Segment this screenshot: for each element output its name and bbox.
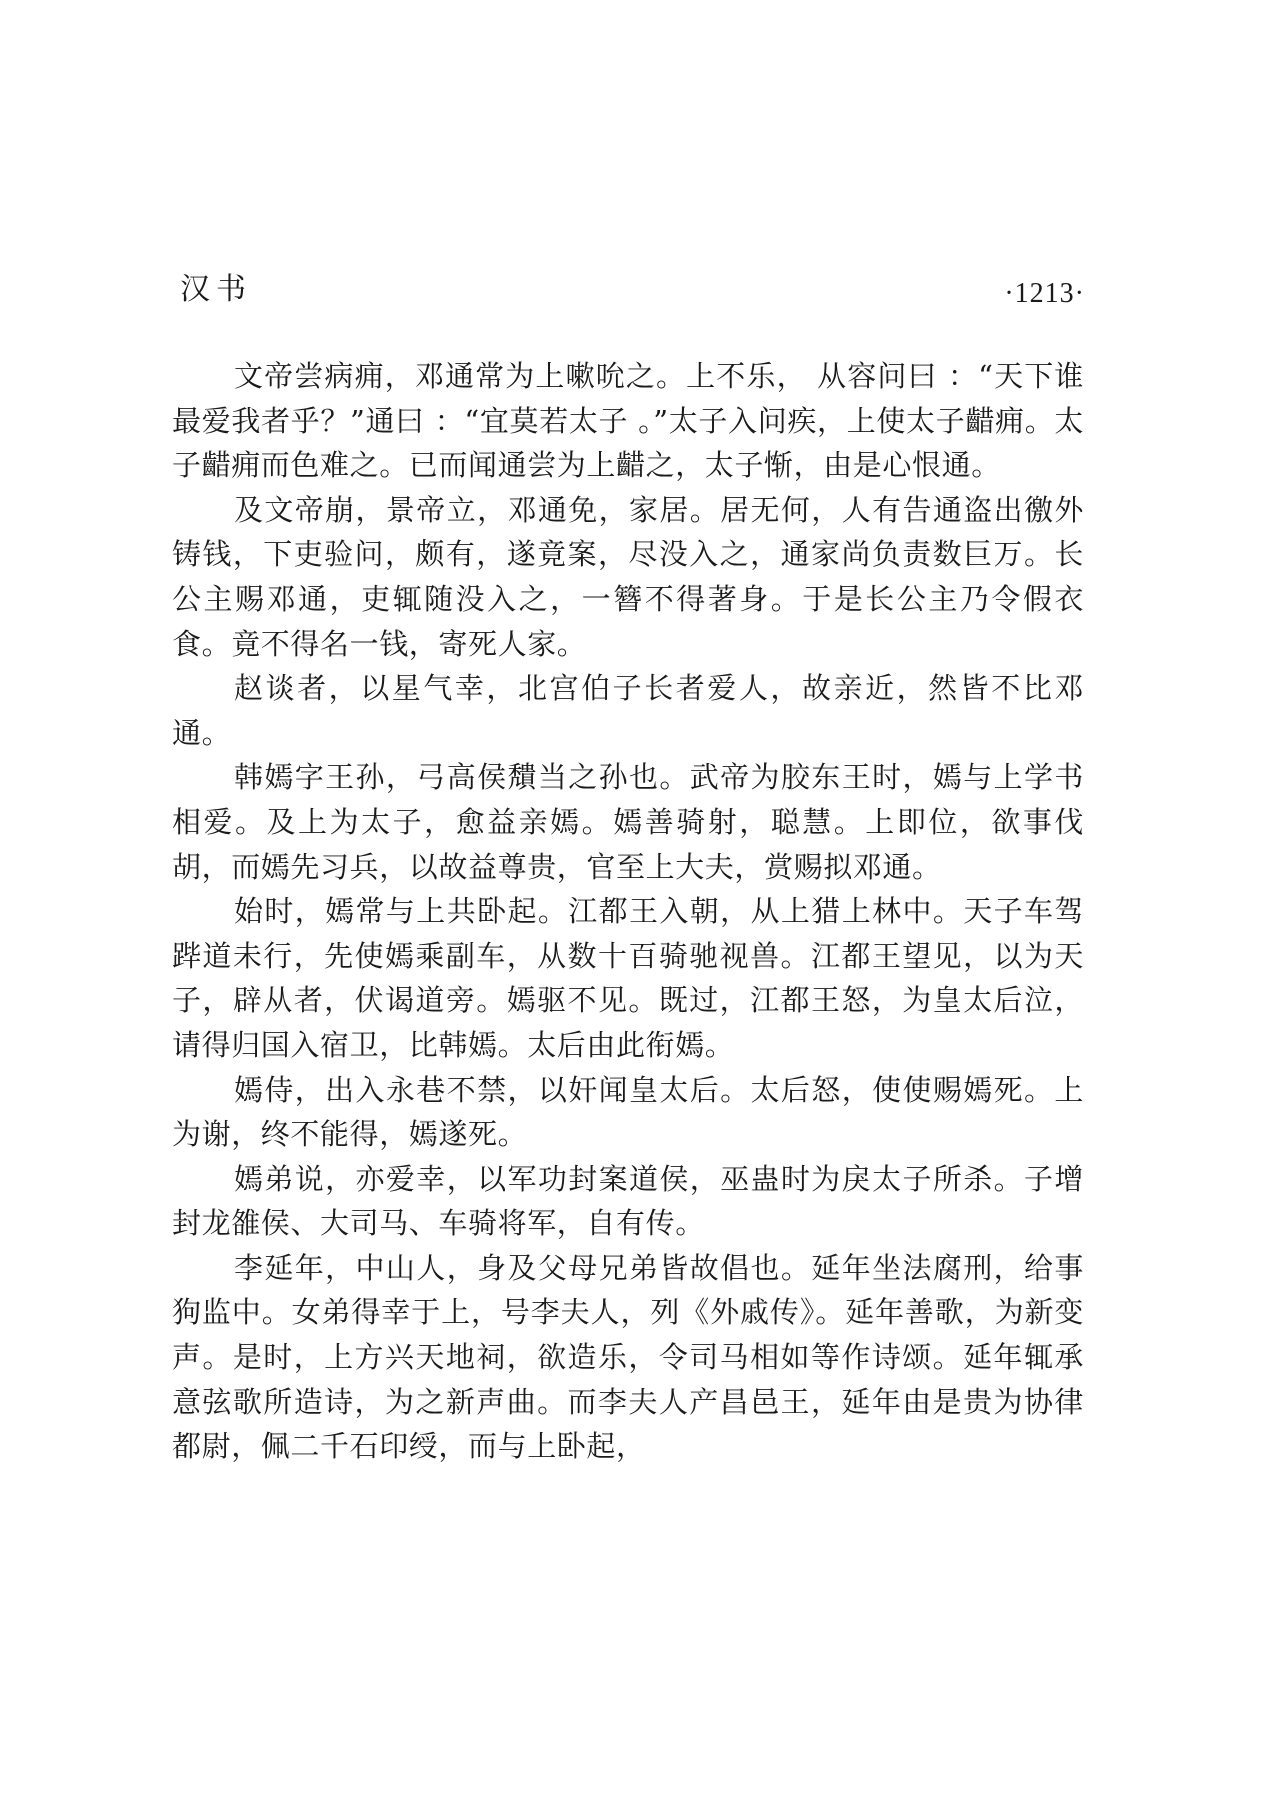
paragraph: 韩嫣字王孙，弓高侯穨当之孙也。武帝为胶东王时，嫣与上学书相爱。及上为太子，愈益亲嫣。嫣善骑射，聪慧。上即位，欲事伐胡，而嫣先习兵，以故益尊贵，官至上大夫，赏赐拟邓通。 [172, 760, 1084, 884]
body-text [172, 354, 1084, 1469]
paragraph: 李延年，中山人，身及父母兄弟皆故倡也。延年坐法腐刑，给事狗监中。女弟得幸于上，号李夫人，列《外戚传》。延年善歌，为新变声。是时，上方兴天地祠，欲造乐，令司马相如等作诗颂。延年辄承意弦歌所造诗，为之新声曲。而李夫人产昌邑王，延年由是贵为协律都尉，佩二千石印绶，而与上卧起， [172, 1250, 1084, 1464]
paragraph: 嫣侍，出入永巷不禁，以奸闻皇太后。太后怒，使使赐嫣死。上为谢，终不能得，嫣遂死。 [172, 1072, 1084, 1152]
paragraph: 文帝尝病痈，邓通常为上嗽吮之。上不乐， 从容问曰 ：“天下谁最爱我者乎？”通曰 ：“宜莫若太子 。”太子入问疾，上使太子齰痈。太子齰痈而色难之。已而闻通尝为上齰之，太子惭，由是心恨通。 [172, 359, 1084, 483]
paragraph: 嫣弟说，亦爱幸，以军功封案道侯，巫蛊时为戾太子所杀。子增封龙雒侯、大司马、车骑将军，自有传。 [172, 1161, 1084, 1241]
paragraph: 始时，嫣常与上共卧起。江都王入朝，从上猎上林中。天子车驾跸道未行，先使嫣乘副车，从数十百骑驰视兽。江都王望见，以为天子，辟从者，伏谒道旁。嫣驱不见。既过，江都王怒，为皇太后泣，请得归国入宿卫，比韩嫣。太后由此衔嫣。 [172, 894, 1084, 1062]
running-title: 汉书 [180, 272, 252, 307]
paragraph: 赵谈者，以星气幸，北宫伯子长者爱人，故亲近，然皆不比邓通。 [172, 671, 1084, 750]
page-number: ·1213· [1004, 278, 1085, 309]
paragraph: 及文帝崩，景帝立，邓通免，家居。居无何，人有告通盗出徼外铸钱，下吏验问，颇有，遂竟案，尽没入之，通家尚负责数巨万。长公主赐邓通，吏辄随没入之，一簪不得著身。于是长公主乃令假衣食。竟不得名一钱，寄死人家。 [172, 492, 1084, 661]
